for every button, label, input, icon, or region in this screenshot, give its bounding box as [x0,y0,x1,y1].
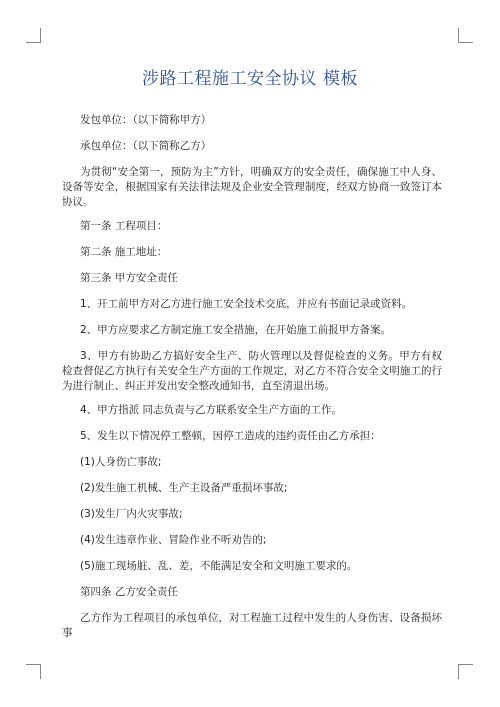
article-2-heading: 第二条 施工地址： [80,246,168,258]
stop-work-case-2: (2)发生施工机械、生产主设备严重损坏事故; [80,482,288,494]
article-3-item-2: 2、甲方应要求乙方制定施工安全措施，在开始施工前报甲方备案。 [80,324,392,336]
paragraph-preamble: 为贯彻“安全第一，预防为主”方针，明确双方的安全责任，确保施工中人身、设备等安全，根据国家有关法律法规及企业安全管理制度，经双方协商一致签订本协议。 [62,166,442,208]
article-4-heading: 第四条 乙方安全责任 [80,586,178,598]
stop-work-case-5: (5)施工现场脏、乱、差，不能满足安全和文明施工要求的。 [80,560,358,572]
stop-work-case-4: (4)发生违章作业、冒险作业不听劝告的; [80,534,267,546]
paragraph-employer: 发包单位：（以下简称甲方） [80,114,212,126]
article-3-heading: 第三条 甲方安全责任 [80,272,178,284]
article-3-item-5: 5、发生以下情况停工整顿，因停工造成的违约责任由乙方承担： [80,430,381,442]
crop-mark-top-right [458,28,473,43]
article-3-item-3: 3、甲方有协助乙方搞好安全生产、防火管理以及督促检查的义务。甲方有权检查督促乙方执行有关安全生产方面的工作规定，对乙方不符合安全文明施工的行为进行制止、纠正并发出安全整改通知书，直至清退出场。 [62,350,442,392]
crop-mark-bottom-right [458,664,473,679]
article-4-paragraph: 乙方作为工程项目的承包单位，对工程施工过程中发生的人身伤害、设备损坏事 [62,612,442,639]
crop-mark-bottom-left [26,664,41,679]
article-1-heading: 第一条 工程项目： [80,220,168,232]
paragraph-contractor: 承包单位：（以下简称乙方） [80,140,212,152]
stop-work-case-1: (1)人身伤亡事故; [80,456,162,468]
crop-mark-top-left [26,28,41,43]
stop-work-case-3: (3)发生厂内火灾事故; [80,508,183,520]
document-body [62,113,442,652]
article-3-item-1: 1、开工前甲方对乙方进行施工安全技术交底，并应有书面记录或资料。 [80,298,413,310]
document-title: 涉路工程施工安全协议 模板 [142,69,358,89]
article-3-item-4: 4、甲方指派 同志负责与乙方联系安全生产方面的工作。 [80,404,343,416]
